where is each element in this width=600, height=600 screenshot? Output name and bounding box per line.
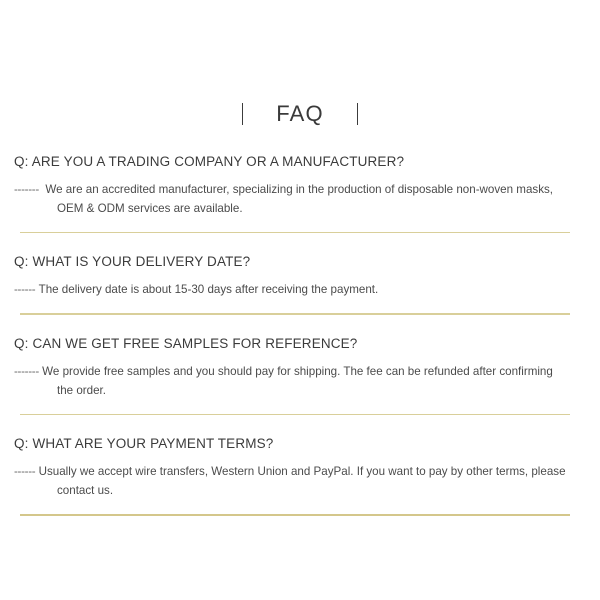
faq-item	[0, 252, 600, 299]
faq-question: Q: WHAT IS YOUR DELIVERY DATE?	[14, 254, 251, 270]
faq-answer-text: Usually we accept wire transfers, Western Union and PayPal. If you want to pay by other terms, please contact us.	[38, 465, 566, 498]
faq-answer-dash: -------	[14, 183, 39, 196]
page-title-text: FAQ	[276, 101, 324, 126]
spacer	[0, 415, 600, 434]
faq-answer-text: We provide free samples and you should pay for shipping. The fee can be refunded after confirming the order.	[42, 364, 553, 397]
faq-answer-text: The delivery date is about 15-30 days after receiving the payment.	[38, 283, 379, 297]
spacer	[0, 500, 600, 514]
title-right-rule-icon	[357, 103, 359, 125]
spacer	[0, 218, 600, 232]
faq-answer-text: We are an accredited manufacturer, specializing in the production of disposable non-woven masks, OEM & ODM services are available.	[45, 183, 554, 215]
faq-answer-dash: -------	[14, 364, 39, 378]
spacer	[0, 315, 600, 334]
faq-answer	[14, 180, 570, 218]
faq-question: Q: WHAT ARE YOUR PAYMENT TERMS?	[14, 436, 274, 452]
faq-item	[0, 334, 600, 400]
spacer	[0, 233, 600, 252]
faq-divider	[20, 514, 570, 515]
page-title	[0, 100, 600, 128]
faq-item	[0, 434, 600, 500]
faq-item	[0, 152, 600, 218]
faq-question: Q: CAN WE GET FREE SAMPLES FOR REFERENCE?	[14, 335, 358, 351]
faq-list	[0, 152, 600, 516]
spacer	[0, 400, 600, 414]
faq-answer	[14, 280, 570, 299]
faq-question: Q: ARE YOU A TRADING COMPANY OR A MANUFACTURER?	[14, 154, 405, 169]
spacer	[0, 299, 600, 313]
faq-answer-dash: ------	[14, 283, 36, 297]
faq-answer-dash: ------	[14, 465, 36, 479]
faq-answer	[14, 362, 570, 400]
faq-answer	[14, 462, 570, 500]
